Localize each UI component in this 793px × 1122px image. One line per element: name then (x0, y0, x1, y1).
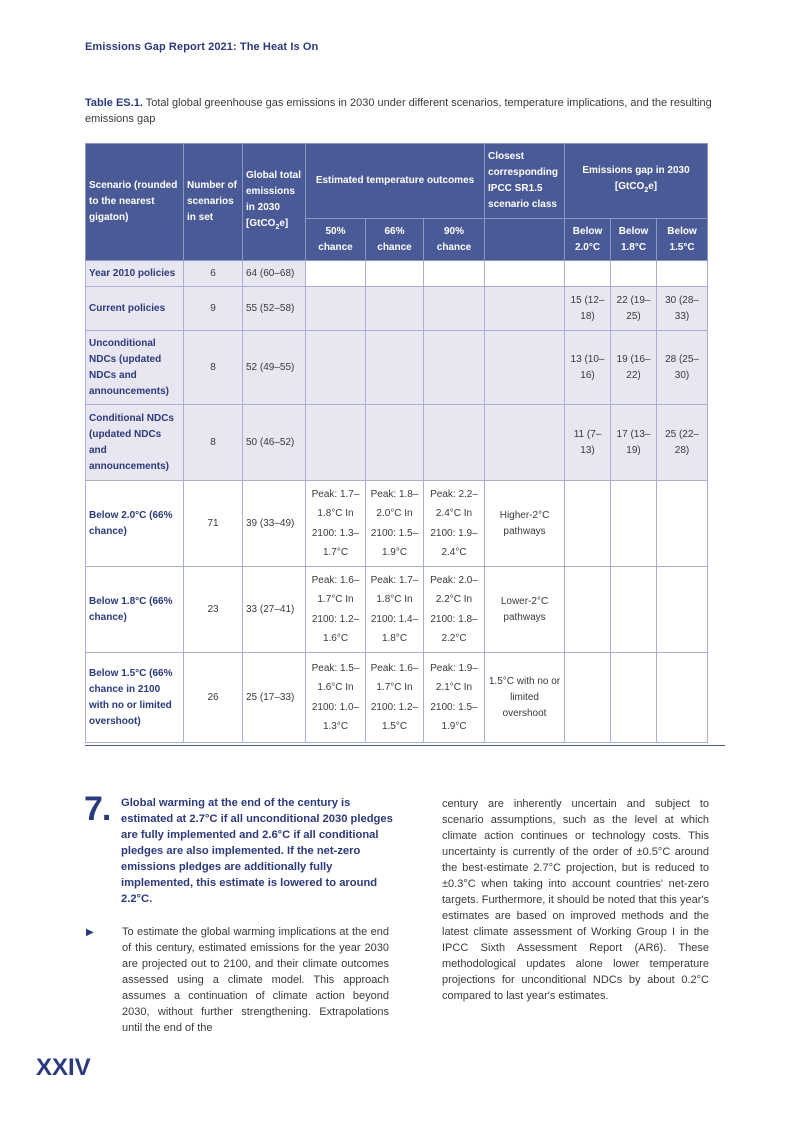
table-row (86, 261, 708, 287)
table-caption (85, 95, 715, 127)
col-header-66-chance: 66% chance (366, 219, 424, 261)
scenario-cell: Current policies (86, 287, 184, 331)
col-header-below-1-5: Below 1.5°C (657, 219, 708, 261)
gap-cell: 17 (13–19) (611, 405, 657, 481)
page-number: XXIV (36, 1054, 91, 1081)
temp-cell: Peak: 1.7–1.8°C In 2100: 1.4–1.8°C (366, 567, 424, 653)
scenario-count-cell: 8 (184, 331, 243, 405)
temp-cell: Peak: 1.9–2.1°C In 2100: 1.5–1.9°C (424, 653, 485, 743)
scenario-cell: Conditional NDCs (updated NDCs and announcements) (86, 405, 184, 481)
col-header-global-emissions: Global total emissions in 2030 [GtCO$_2$e] (243, 144, 306, 261)
scenario-count-cell: 9 (184, 287, 243, 331)
table-label: Table ES.1. (85, 97, 143, 109)
table-row (86, 331, 708, 405)
emissions-cell: 52 (49–55) (243, 331, 306, 405)
emissions-table (85, 143, 708, 743)
col-header-below-2-0: Below 2.0°C (565, 219, 611, 261)
temp-cell: Peak: 1.8–2.0°C In 2100: 1.5–1.9°C (366, 481, 424, 567)
scenario-count-cell: 6 (184, 261, 243, 287)
scenario-cell: Unconditional NDCs (updated NDCs and announcements) (86, 331, 184, 405)
emissions-cell: 50 (46–52) (243, 405, 306, 481)
bullet-arrow-icon: ▶ (86, 927, 94, 938)
scenario-cell: Year 2010 policies (86, 261, 184, 287)
scenario-cell: Below 1.5°C (66% chance in 2100 with no or limited overshoot) (86, 653, 184, 743)
gap-cell: 28 (25–30) (657, 331, 708, 405)
col-header-temperature-outcomes: Estimated temperature outcomes (306, 144, 485, 219)
section-headline: Global warming at the end of the century is estimated at 2.7°C if all unconditional 2030 pledges are fully implemented and 2.6°C if all conditional pledges are also implemented. If the net-zero emissions pledges are additionally fully implemented, this estimate is lowered to around 2.2°C. (121, 797, 393, 905)
col-header-ipcc-blank (485, 219, 565, 261)
emissions-cell: 39 (33–49) (243, 481, 306, 567)
body-paragraph-right: century are inherently uncertain and subject to scenario assumptions, such as the level at which climate action continues or technology costs. This uncertainty is currently of the order of ±0.5°C around the best-estimate 2.7°C projection, but is reduced to ±0.3°C when taking into account countries' net-zero targets. Furthermore, it should be noted that this year's estimates are based on improved methods and the latest climate assessment of Working Group I in the IPCC Sixth Assessment Report (AR6). These methodological updates alone lower temperature projections for unconditional NDCs by about 0.2°C compared to last year's estimates. (442, 798, 709, 1002)
gap-cell: 30 (28–33) (657, 287, 708, 331)
gap-cell: 22 (19–25) (611, 287, 657, 331)
col-header-ipcc-class: Closest corresponding IPCC SR1.5 scenario class (485, 144, 565, 219)
gap-cell: 19 (16–22) (611, 331, 657, 405)
table-bottom-rule (85, 745, 725, 746)
emissions-cell: 33 (27–41) (243, 567, 306, 653)
emissions-cell: 25 (17–33) (243, 653, 306, 743)
temp-cell: Peak: 1.7–1.8°C In 2100: 1.3–1.7°C (306, 481, 366, 567)
ipcc-class-cell: 1.5°C with no or limited overshoot (485, 653, 565, 743)
scenario-cell: Below 2.0°C (66% chance) (86, 481, 184, 567)
table-caption-text: Total global greenhouse gas emissions in 2030 under different scenarios, temperature implications, and the resulting emissions gap (85, 97, 712, 125)
gap-cell: 25 (22–28) (657, 405, 708, 481)
scenario-cell: Below 1.8°C (66% chance) (86, 567, 184, 653)
ipcc-class-cell: Lower-2°C pathways (485, 567, 565, 653)
temp-cell: Peak: 1.5–1.6°C In 2100: 1.0–1.3°C (306, 653, 366, 743)
col-header-90-chance: 90% chance (424, 219, 485, 261)
table-row (86, 481, 708, 567)
col-header-emissions-gap: Emissions gap in 2030 [GtCO$_2$e] (565, 144, 708, 219)
body-paragraph-left: To estimate the global warming implications at the end of this century, estimated emissions for the year 2030 are projected out to 2100, and their climate outcomes assessed using a climate model. This approach assumes a continuation of climate action beyond 2030, without further strengthening. Extrapolations until the end of the (122, 926, 389, 1034)
scenario-count-cell: 23 (184, 567, 243, 653)
emissions-cell: 64 (60–68) (243, 261, 306, 287)
gap-cell: 13 (10–16) (565, 331, 611, 405)
col-header-below-1-8: Below 1.8°C (611, 219, 657, 261)
col-header-50-chance: 50% chance (306, 219, 366, 261)
ipcc-class-cell: Higher-2°C pathways (485, 481, 565, 567)
scenario-count-cell: 71 (184, 481, 243, 567)
gap-cell: 15 (12–18) (565, 287, 611, 331)
col-header-scenario: Scenario (rounded to the nearest gigaton) (86, 144, 184, 261)
temp-cell: Peak: 1.6–1.7°C In 2100: 1.2–1.6°C (306, 567, 366, 653)
table-row (86, 405, 708, 481)
temp-cell: Peak: 2.0–2.2°C In 2100: 1.8–2.2°C (424, 567, 485, 653)
scenario-count-cell: 26 (184, 653, 243, 743)
emissions-cell: 55 (52–58) (243, 287, 306, 331)
table-row (86, 653, 708, 743)
table-row (86, 287, 708, 331)
temp-cell: Peak: 1.6–1.7°C In 2100: 1.2–1.5°C (366, 653, 424, 743)
temp-cell: Peak: 2.2–2.4°C In 2100: 1.9–2.4°C (424, 481, 485, 567)
table-row (86, 567, 708, 653)
running-header: Emissions Gap Report 2021: The Heat Is On (85, 41, 319, 53)
section-number: 7. (84, 790, 111, 828)
scenario-count-cell: 8 (184, 405, 243, 481)
col-header-number: Number of scenarios in set (184, 144, 243, 261)
gap-cell: 11 (7–13) (565, 405, 611, 481)
